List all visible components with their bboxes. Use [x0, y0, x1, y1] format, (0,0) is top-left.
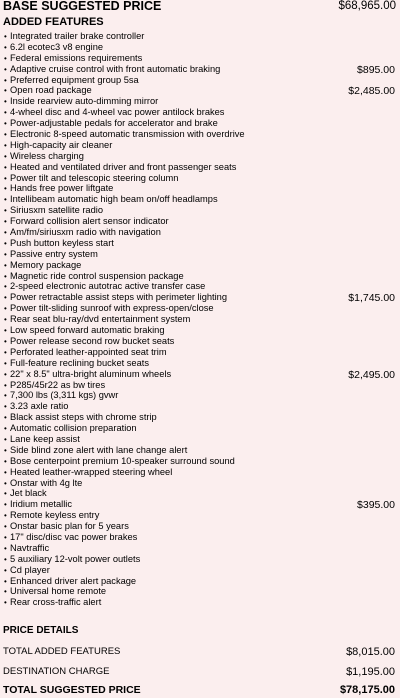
bullet-icon: • [4, 173, 7, 183]
feature-item [0, 249, 400, 260]
feature-label: Am/fm/siriusxm radio with navigation [10, 227, 161, 238]
detail-value: $8,015.00 [346, 646, 395, 659]
feature-text [4, 75, 139, 86]
feature-price: $1,745.00 [348, 292, 395, 305]
bullet-icon: • [4, 434, 7, 444]
bullet-icon: • [4, 565, 7, 575]
bullet-icon: • [4, 500, 7, 510]
bullet-icon: • [4, 380, 7, 390]
bullet-icon: • [4, 217, 7, 227]
bullet-icon: • [4, 53, 7, 63]
bullet-icon: • [4, 511, 7, 521]
feature-label: 22" x 8.5" ultra-bright aluminum wheels [10, 368, 172, 379]
bullet-icon: • [4, 184, 7, 194]
bullet-icon: • [4, 195, 7, 205]
feature-text [4, 510, 99, 521]
feature-label: Electronic 8-speed automatic transmission with overdrive [10, 129, 245, 140]
feature-label: 17" disc/disc vac power brakes [10, 531, 138, 542]
feature-text [4, 554, 140, 565]
feature-label: 7,300 lbs (3,311 kgs) gvwr [10, 390, 119, 401]
feature-label: Cd player [10, 564, 50, 575]
feature-item [0, 227, 400, 238]
feature-item [0, 140, 400, 151]
feature-item [0, 369, 400, 380]
feature-text [4, 173, 178, 184]
feature-label: Siriusxm satellite radio [10, 205, 104, 216]
feature-item [0, 107, 400, 118]
feature-price: $895.00 [357, 63, 395, 76]
feature-text [4, 347, 167, 358]
base-price-row [0, 0, 400, 16]
feature-text [4, 314, 190, 325]
feature-text [4, 96, 158, 107]
feature-text [4, 303, 214, 314]
feature-label: Full-feature reclining bucket seats [10, 357, 150, 368]
feature-item [0, 401, 400, 412]
feature-label: Power tilt and telescopic steering column [10, 172, 179, 183]
feature-label: Memory package [10, 259, 82, 270]
feature-label: Forward collision alert sensor indicator [10, 216, 169, 227]
feature-item [0, 162, 400, 173]
feature-text [4, 478, 82, 489]
feature-label: Power release second row bucket seats [10, 335, 175, 346]
feature-item [0, 380, 400, 391]
feature-item [0, 64, 400, 75]
bullet-icon: • [4, 97, 7, 107]
bullet-icon: • [4, 162, 7, 172]
bullet-icon: • [4, 587, 7, 597]
feature-text [4, 260, 81, 271]
feature-price: $2,485.00 [348, 85, 395, 98]
feature-text [4, 249, 98, 260]
feature-label: Adaptive cruise control with front automatic braking [10, 63, 221, 74]
feature-text [4, 238, 114, 249]
feature-item [0, 314, 400, 325]
bullet-icon: • [4, 543, 7, 553]
bullet-icon: • [4, 576, 7, 586]
total-added-features-row [0, 642, 400, 662]
bullet-icon: • [4, 119, 7, 129]
feature-item [0, 499, 400, 510]
feature-item [0, 281, 400, 292]
feature-text [4, 412, 157, 423]
bullet-icon: • [4, 478, 7, 488]
bullet-icon: • [4, 228, 7, 238]
bullet-icon: • [4, 424, 7, 434]
feature-label: Inside rearview auto-dimming mirror [10, 96, 159, 107]
bullet-icon: • [4, 282, 7, 292]
feature-text [4, 576, 136, 587]
feature-item [0, 75, 400, 86]
feature-text [4, 488, 47, 499]
feature-item [0, 543, 400, 554]
feature-item [0, 183, 400, 194]
feature-item [0, 271, 400, 282]
bullet-icon: • [4, 75, 7, 85]
feature-label: Universal home remote [10, 586, 107, 597]
feature-item [0, 445, 400, 456]
bullet-icon: • [4, 413, 7, 423]
feature-label: Low speed forward automatic braking [10, 325, 165, 336]
feature-text [4, 205, 103, 216]
bullet-icon: • [4, 467, 7, 477]
feature-item [0, 260, 400, 271]
feature-text [4, 64, 220, 75]
feature-text [4, 467, 172, 478]
feature-text [4, 107, 224, 118]
feature-label: Open road package [10, 85, 92, 96]
feature-label: Automatic collision preparation [10, 423, 137, 434]
feature-text [4, 369, 171, 380]
feature-label: Rear cross-traffic alert [10, 597, 102, 608]
feature-label: Onstar basic plan for 5 years [10, 521, 129, 532]
feature-text [4, 271, 184, 282]
feature-text [4, 281, 205, 292]
feature-item [0, 358, 400, 369]
feature-item [0, 434, 400, 445]
feature-text [4, 456, 235, 467]
bullet-icon: • [4, 358, 7, 368]
feature-item [0, 303, 400, 314]
feature-label: Magnetic ride control suspension package [10, 270, 184, 281]
feature-label: Intellibeam automatic high beam on/off headlamps [10, 194, 218, 205]
detail-label: DESTINATION CHARGE [3, 666, 110, 678]
bullet-icon: • [4, 140, 7, 150]
feature-label: Remote keyless entry [10, 510, 100, 521]
feature-label: 6.2l ecotec3 v8 engine [10, 41, 104, 52]
feature-label: Power tilt-sliding sunroof with express-open/close [10, 303, 214, 314]
feature-label: Navtraffic [10, 542, 50, 553]
total-label: TOTAL SUGGESTED PRICE [3, 684, 141, 697]
feature-item [0, 336, 400, 347]
bullet-icon: • [4, 598, 7, 608]
feature-text [4, 129, 245, 140]
feature-label: Preferred equipment group 5sa [10, 74, 139, 85]
bullet-icon: • [4, 522, 7, 532]
feature-label: Rear seat blu-ray/dvd entertainment system [10, 314, 191, 325]
feature-label: Enhanced driver alert package [10, 575, 137, 586]
bullet-icon: • [4, 391, 7, 401]
feature-label: Perforated leather-appointed seat trim [10, 346, 167, 357]
bullet-icon: • [4, 238, 7, 248]
feature-text [4, 401, 68, 412]
feature-text [4, 151, 84, 162]
feature-label: Power-adjustable pedals for accelerator and brake [10, 118, 218, 129]
bullet-icon: • [4, 108, 7, 118]
bullet-icon: • [4, 315, 7, 325]
bullet-icon: • [4, 554, 7, 564]
feature-text [4, 118, 218, 129]
feature-item [0, 85, 400, 96]
bullet-icon: • [4, 336, 7, 346]
bullet-icon: • [4, 532, 7, 542]
feature-label: Heated leather-wrapped steering wheel [10, 466, 173, 477]
bullet-icon: • [4, 489, 7, 499]
bullet-icon: • [4, 271, 7, 281]
feature-text [4, 586, 106, 597]
feature-item [0, 96, 400, 107]
total-value: $78,175.00 [339, 684, 395, 697]
feature-label: Onstar with 4g lte [10, 477, 83, 488]
bullet-icon: • [4, 32, 7, 41]
feature-item [0, 390, 400, 401]
feature-text [4, 183, 113, 194]
feature-label: P285/45r22 as bw tires [10, 379, 106, 390]
feature-item [0, 31, 400, 42]
feature-item [0, 42, 400, 53]
feature-text [4, 380, 105, 391]
feature-label: Bose centerpoint premium 10-speaker surround sound [10, 455, 235, 466]
feature-item [0, 194, 400, 205]
feature-item [0, 467, 400, 478]
feature-item [0, 347, 400, 358]
bullet-icon: • [4, 347, 7, 357]
feature-label: Integrated trailer brake controller [10, 31, 145, 41]
feature-label: Lane keep assist [10, 433, 80, 444]
feature-item [0, 53, 400, 64]
feature-item [0, 565, 400, 576]
feature-item [0, 478, 400, 489]
feature-item [0, 129, 400, 140]
detail-value: $1,195.00 [346, 666, 395, 679]
bullet-icon: • [4, 456, 7, 466]
bullet-icon: • [4, 445, 7, 455]
feature-label: Passive entry system [10, 248, 98, 259]
feature-text [4, 499, 72, 510]
feature-text [4, 445, 187, 456]
feature-label: 2-speed electronic autotrac active transfer case [10, 281, 206, 292]
price-details-title: PRICE DETAILS [3, 625, 79, 637]
feature-text [4, 521, 129, 532]
base-price-label: BASE SUGGESTED PRICE [3, 0, 162, 13]
feature-label: Heated and ventilated driver and front passenger seats [10, 161, 237, 172]
bullet-icon: • [4, 42, 7, 52]
feature-text [4, 216, 169, 227]
feature-text [4, 532, 137, 543]
feature-item [0, 597, 400, 608]
feature-text [4, 31, 144, 42]
feature-text [4, 543, 49, 554]
feature-text [4, 85, 92, 96]
feature-label: Iridium metallic [10, 499, 72, 510]
bullet-icon: • [4, 402, 7, 412]
feature-label: 5 auxiliary 12-volt power outlets [10, 553, 141, 564]
bullet-icon: • [4, 206, 7, 216]
feature-label: 4-wheel disc and 4-wheel vac power antilock brakes [10, 107, 225, 118]
feature-item [0, 586, 400, 597]
bullet-icon: • [4, 260, 7, 270]
feature-label: High-capacity air cleaner [10, 139, 113, 150]
added-features-title: ADDED FEATURES [3, 16, 104, 28]
section-spacer [0, 608, 400, 625]
feature-item [0, 510, 400, 521]
feature-label: Black assist steps with chrome strip [10, 412, 157, 423]
destination-charge-row [0, 662, 400, 682]
feature-text [4, 565, 50, 576]
feature-text [4, 358, 149, 369]
feature-text [4, 423, 137, 434]
feature-item [0, 118, 400, 129]
feature-item [0, 521, 400, 532]
feature-item [0, 292, 400, 303]
feature-label: Wireless charging [10, 150, 84, 161]
bullet-icon: • [4, 304, 7, 314]
bullet-icon: • [4, 86, 7, 96]
total-suggested-price-row [0, 682, 400, 698]
feature-text [4, 597, 101, 608]
feature-item [0, 238, 400, 249]
feature-label: 3.23 axle ratio [10, 401, 69, 412]
feature-text [4, 53, 142, 64]
bullet-icon: • [4, 64, 7, 74]
feature-text [4, 434, 80, 445]
feature-price: $2,495.00 [348, 368, 395, 381]
feature-text [4, 390, 118, 401]
feature-text [4, 162, 236, 173]
feature-text [4, 325, 165, 336]
feature-price: $395.00 [357, 499, 395, 512]
feature-label: Side blind zone alert with lane change alert [10, 444, 188, 455]
feature-item [0, 532, 400, 543]
feature-item [0, 488, 400, 499]
base-price-value: $68,965.00 [338, 0, 396, 12]
bullet-icon: • [4, 130, 7, 140]
feature-item [0, 554, 400, 565]
feature-text [4, 227, 161, 238]
feature-text [4, 194, 218, 205]
feature-text [4, 140, 112, 151]
feature-item [0, 205, 400, 216]
feature-item [0, 216, 400, 227]
added-features-list [0, 31, 400, 608]
feature-text [4, 336, 174, 347]
feature-text [4, 42, 103, 53]
bullet-icon: • [4, 151, 7, 161]
feature-label: Jet black [10, 488, 47, 499]
feature-item [0, 151, 400, 162]
bullet-icon: • [4, 293, 7, 303]
bullet-icon: • [4, 369, 7, 379]
feature-item [0, 325, 400, 336]
bullet-icon: • [4, 249, 7, 259]
detail-label: TOTAL ADDED FEATURES [3, 646, 121, 658]
feature-item [0, 456, 400, 467]
feature-label: Power retractable assist steps with perimeter lighting [10, 292, 228, 303]
bullet-icon: • [4, 326, 7, 336]
feature-item [0, 173, 400, 184]
feature-label: Push button keyless start [10, 237, 114, 248]
feature-text [4, 292, 227, 303]
feature-item [0, 412, 400, 423]
feature-label: Federal emissions requirements [10, 52, 143, 63]
feature-label: Hands free power liftgate [10, 183, 114, 194]
feature-item [0, 576, 400, 587]
feature-item [0, 423, 400, 434]
